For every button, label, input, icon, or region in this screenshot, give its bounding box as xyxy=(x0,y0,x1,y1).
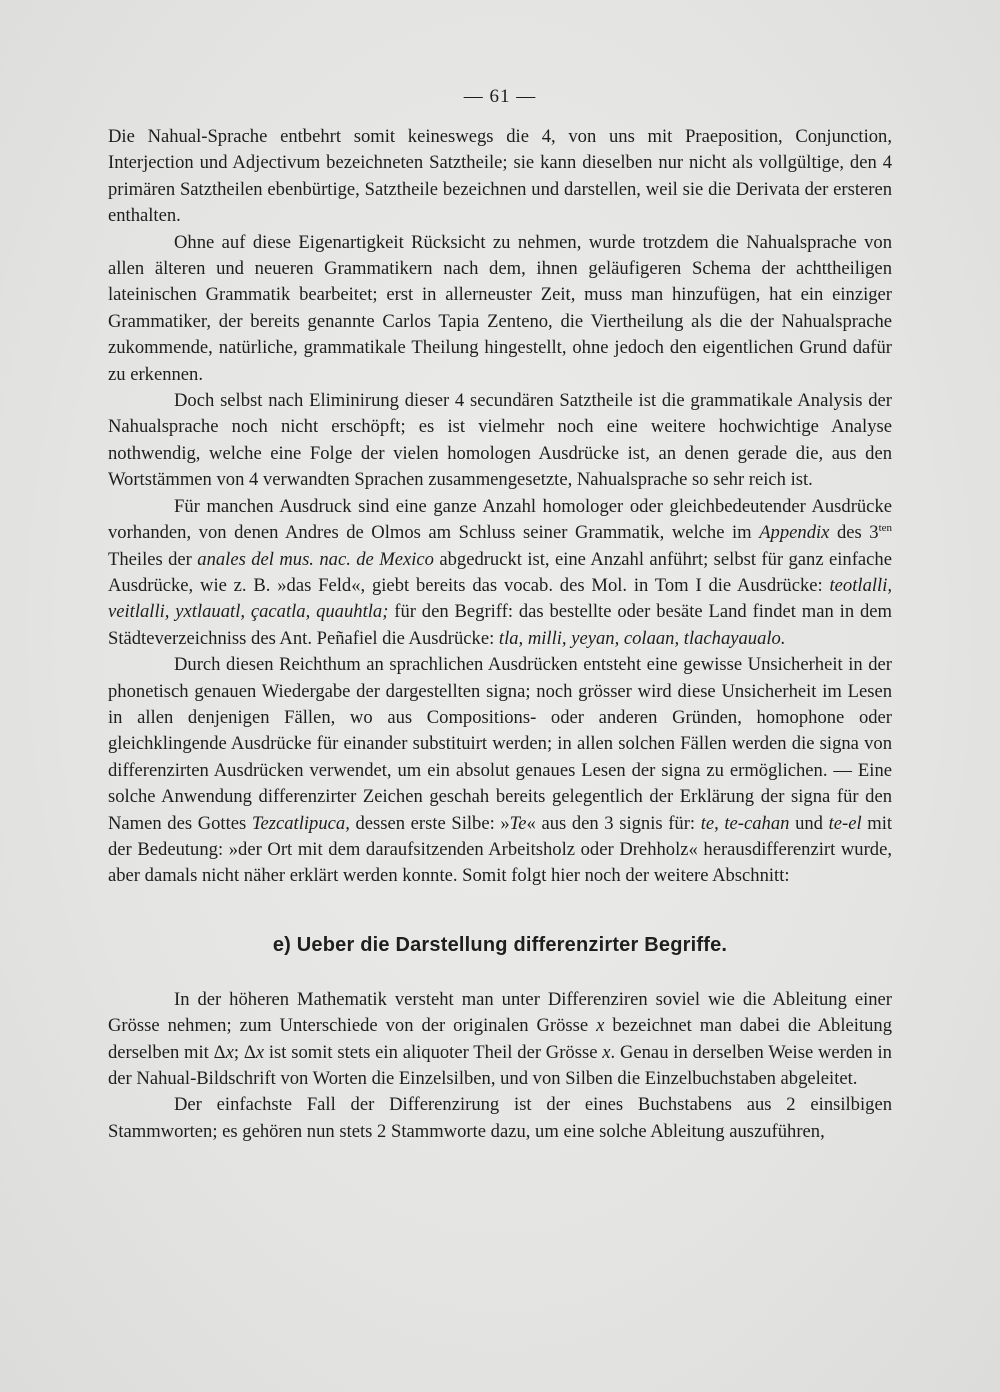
p6-x-4: x xyxy=(602,1041,611,1063)
paragraph-3: Doch selbst nach Eliminirung dieser 4 secundären Satztheile ist die grammatikale Analysis der Nahualsprache noch nicht erschöpft; es ist vielmehr noch eine weitere hochwichtige Analyse nothwendig, welche eine Folge der vielen homologen Ausdrücke ist, an denen gerade die, aus den Wortstämmen von 4 verwandten Sprachen zusammengesetzte, Nahualsprache so sehr reich ist. xyxy=(108,390,892,491)
p5-te: Te xyxy=(509,812,527,834)
paragraph-2: Ohne auf diese Eigenartigkeit Rücksicht zu nehmen, wurde trotzdem die Nahualsprache von allen älteren und neueren Grammatikern nach dem, ihnen geläufigeren Schema der achttheiligen lateinischen Grammatik bearbeitet; erst in allerneuster Zeit, muss man hinzufügen, hat ein einziger Grammatiker, der bereits genannte Carlos Tapia Zenteno, die Viertheilung als die der Nahualsprache zukommende, natürliche, grammatikale Theilung hingestellt, ohne jedoch den eigentlichen Grund dafür zu erkennen. xyxy=(108,231,892,385)
p5-text-b: dessen erste Silbe: » xyxy=(355,812,510,834)
paragraph-5 xyxy=(108,652,892,890)
p4-anales-title: anales del mus. nac. de Mexico xyxy=(197,548,434,570)
p5-text-d: und xyxy=(795,812,823,834)
p4-text-a: Für manchen Ausdruck sind eine ganze Anzahl homologer oder gleichbedeutender Ausdrücke vorhanden, von denen Andres de Olmos am Schluss seiner Grammatik, welche im xyxy=(108,495,892,544)
p6-text-a: In der höheren Mathematik versteht man unter Differenziren soviel wie die Ableitung einer Grösse nehmen; zum Unterschiede von der originalen Grösse xyxy=(108,988,892,1037)
p5-tezcatlipuca: Tezcatlipuca, xyxy=(251,812,350,834)
p4-text-d: abgedruckt ist, eine Anzahl anführt; selbst für ganz einfache Ausdrücke, wie z. B. »das Feld«, giebt bereits das vocab. des Mol. in Tom I die Ausdrücke: xyxy=(108,548,892,596)
p5-te-el: te-el xyxy=(828,812,862,834)
p4-terms-field: teotlalli, veitlalli, yxtlauatl, çacatla, quauhtla; xyxy=(108,574,893,623)
p4-appendix: Appendix xyxy=(759,522,830,544)
p5-te-words: te, te-cahan xyxy=(700,812,790,834)
p4-terms-land: tla, milli, yeyan, colaan, tlachayaualo. xyxy=(498,627,786,649)
body-text xyxy=(108,124,892,1145)
p6-x-3: x xyxy=(255,1041,265,1063)
p6-x-1: x xyxy=(596,1015,605,1037)
p4-text-e: für den Begriff: das bestellte oder besäte Land findet man in dem Städteverzeichniss des Ant. Peñafiel die Ausdrücke: xyxy=(108,601,892,649)
p6-text-c: ; Δ xyxy=(233,1041,256,1063)
p6-text-b: bezeichnet man dabei die Ableitung derselben mit Δ xyxy=(108,1015,892,1063)
paragraph-4 xyxy=(108,494,892,652)
p4-text-c: Theiles der xyxy=(108,548,192,570)
p6-text-e: . Genau in derselben Weise werden in der Nahual-Bildschrift von Worten die Einzelsilben, und von Silben die Einzelbuchstaben abgeleitet. xyxy=(108,1041,892,1089)
paragraph-7: Der einfachste Fall der Differenzirung ist der eines Buchstabens aus 2 einsilbigen Stammworten; es gehören nun stets 2 Stammworte dazu, um eine solche Ableitung auszuführen, xyxy=(108,1094,892,1142)
p6-text-d: ist somit stets ein aliquoter Theil der Grösse xyxy=(268,1041,598,1063)
p5-text-a: Durch diesen Reichthum an sprachlichen Ausdrücken entsteht eine gewisse Unsicherheit in der phonetisch genauen Wiedergabe der dargestellten signa; noch grösser wird diese Unsicherheit im Lesen in allen denjenigen Fällen, wo aus Compositions- oder anderen Gründen, homophone oder gleichklingende Ausdrücke für einander substituirt werden; in allen solchen Fällen werden die signa von differenzirten Ausdrücken verwendet, um ein absolut genaues Lesen der signa zu ermöglichen. — Eine solche Anwendung differenzirter Zeichen geschah bereits gelegentlich der Erklärung der signa für den Namen des Gottes xyxy=(108,654,892,834)
p6-x-2: x xyxy=(225,1041,234,1063)
paragraph-1: Die Nahual-Sprache entbehrt somit keineswegs die 4, von uns mit Praeposition, Conjunction, Interjection und Adjectivum bezeichneten Satztheile; sie kann dieselben nur nicht als vollgültige, den 4 primären Satztheilen ebenbürtige, Satztheile bezeichnen und darstellen, weil sie die Derivata der ersteren enthalten. xyxy=(108,126,892,227)
p4-text-b: des 3 xyxy=(836,522,879,544)
paragraph-6 xyxy=(108,987,892,1093)
section-heading: e) Ueber die Darstellung differenzirter Begriffe. xyxy=(272,933,728,956)
p5-text-c: « aus den 3 signis für: xyxy=(526,812,696,834)
page-number: — 61 — xyxy=(463,86,537,107)
p5-text-e: mit der Bedeutung: »der Ort mit dem daraufsitzenden Arbeitsholz oder Drehholz« herausdifferenzirt wurde, aber damals nicht näher erklärt werden konnte. Somit folgt hier noch der weitere Abschnitt: xyxy=(108,812,893,887)
p4-superscript: ten xyxy=(878,521,893,534)
